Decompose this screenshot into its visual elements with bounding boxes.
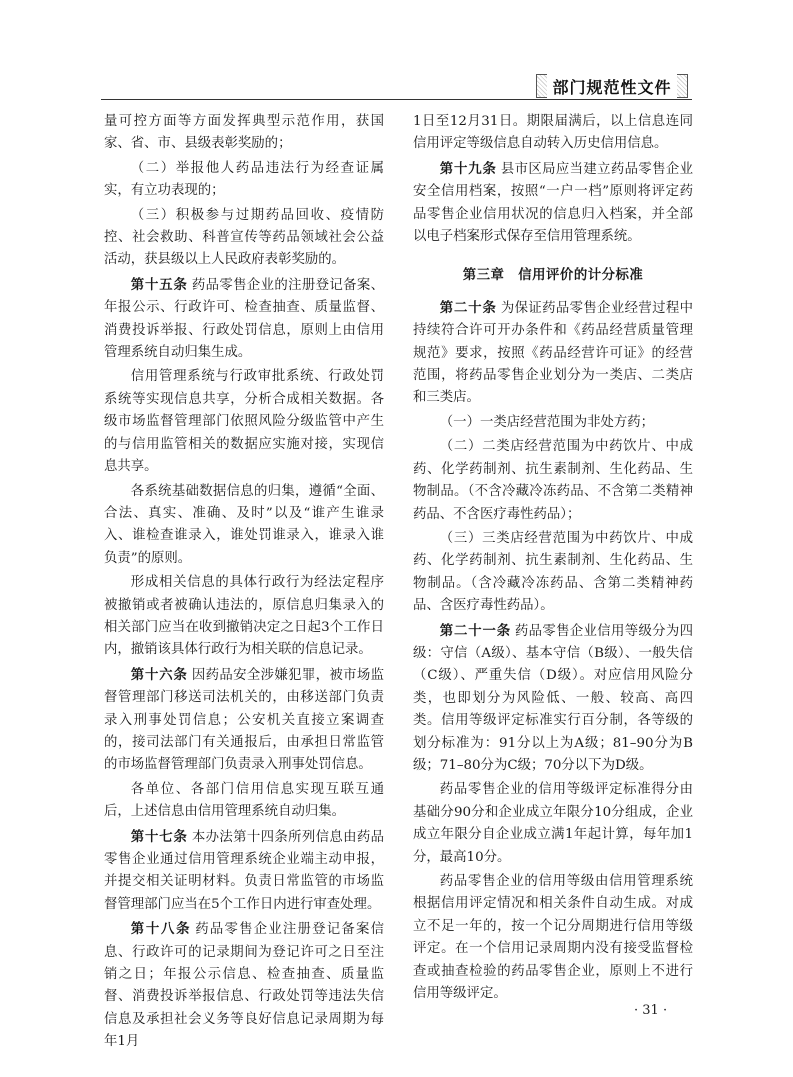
paragraph [104, 158, 384, 203]
paragraph [413, 412, 693, 434]
right-column [413, 111, 693, 1007]
paragraph-text: 形成相关信息的具体行政行为经法定程序被撤销或者被确认违法的，原信息归集录入的相关部门应当在收到撤销决定之日起3个工作日内，撤销该具体行政行为相关联的信息记录。 [104, 575, 384, 658]
paragraph [104, 205, 384, 272]
left-column [104, 111, 384, 1056]
paragraph [104, 111, 384, 156]
paragraph [104, 366, 384, 478]
paragraph-text: （一）一类店经营范围为非处方药； [439, 414, 655, 430]
paragraph [104, 664, 384, 777]
article-number: 第十八条 [130, 921, 192, 938]
paragraph-text: （二）举报他人药品违法行为经查证属实，有立功表现的； [104, 160, 384, 199]
paragraph [413, 528, 693, 618]
paragraph [104, 779, 384, 824]
paragraph-text: 药品零售企业的信用等级由信用管理系统根据信用评定情况和相关条件自动生成。对成立不足一年的，按一个记分周期进行信用等级评定。在一个信用记录周期内没有接受监督检查或抽查检验的药品零售企业，原则上不进行信用等级评定。 [413, 874, 693, 1002]
paragraph [104, 826, 384, 917]
paragraph-text: 药品零售企业的信用等级评定标准得分由基础分90分和企业成立年限分10分组成，企业成立年限分自企业成立满1年起计算，每年加1分，最高10分。 [413, 782, 693, 865]
paragraph-text: 1日至12月31日。期限届满后，以上信息连同信用评定等级信息自动转入历史信用信息。 [413, 114, 693, 152]
article-number: 第十七条 [130, 828, 188, 845]
right-column-upper [413, 111, 693, 248]
paragraph-text: 各系统基础数据信息的归集，遵循“全面、合法、真实、准确、及时”以及“谁产生谁录入、谁检查谁录入，谁处罚谁录入，谁录入谁负责”的原则。 [104, 483, 384, 566]
paragraph-text: 各单位、各部门信用信息实现互联互通后，上述信息由信用管理系统自动归集。 [104, 781, 384, 820]
article-number: 第十九条 [439, 160, 497, 177]
paragraph [104, 274, 384, 365]
paragraph-text: 信用管理系统与行政审批系统、行政处罚系统等实现信息共享，分析合成相关数据。各级市场监督管理部门依照风险分级监管中产生的与信用监管相关的数据应实施对接，实现信息共享。 [104, 369, 384, 475]
paragraph-text: 药品零售企业的注册登记备案、年报公示、行政许可、检查抽查、质量监督、消费投诉举报、行政处罚信息，原则上由信用管理系统自动归集生成。 [104, 277, 384, 361]
section-label: 部门规范性文件 [547, 74, 676, 99]
right-column-lower [413, 297, 693, 1006]
article-number: 第二十一条 [439, 622, 511, 639]
section-label-box [536, 74, 688, 98]
paragraph-text: （三）积极参与过期药品回收、疫情防控、社会救助、科普宣传等药品领域社会公益活动，获县级以上人民政府表彰奖励的。 [104, 207, 384, 268]
paragraph-text: 本办法第十四条所列信息由药品零售企业通过信用管理系统企业端主动申报，并提交相关证明材料。负责日常监管的市场监督管理部门应当在5个工作日内进行审查处理。 [104, 829, 384, 912]
paragraph [413, 871, 693, 1005]
paragraph-text: 因药品安全涉嫌犯罪，被市场监督管理部门移送司法机关的，由移送部门负责录入刑事处罚信息；公安机关直接立案调查的，接司法部门有关通报后，由承担日常监管的市场监督管理部门负责录入刑事处罚信息。 [104, 667, 384, 773]
paragraph [413, 436, 693, 526]
article-number: 第十六条 [130, 666, 188, 683]
article-number: 第十五条 [130, 276, 188, 293]
paragraph [104, 918, 384, 1053]
paragraph [413, 779, 693, 869]
paragraph [104, 481, 384, 571]
paragraph-text: （三）三类店经营范围为中药饮片、中成药、化学药制剂、抗生素制剂、生化药品、生物制品。（含冷藏冷冻药品、含第二类精神药品、含医疗毒性药品）。 [413, 530, 693, 614]
paragraph-text: 药品零售企业注册登记备案信息、行政许可的记录期间为登记许可之日至注销之日；年报公示信息、检查抽查、质量监督、消费投诉举报信息、行政处罚等违法失信信息及承担社会义务等良好信息记录周期为每年1月 [104, 922, 384, 1050]
article-number: 第二十条 [439, 299, 497, 316]
paragraph-text: 为保证药品零售企业经营过程中持续符合许可开办条件和《药品经营质量管理规范》要求，按照《药品经营许可证》的经营范围，将药品零售企业划分为一类店、二类店和三类店。 [413, 300, 693, 406]
paragraph-text: 量可控方面等方面发挥典型示范作用，获国家、省、市、县级表彰奖励的； [104, 114, 384, 152]
header-rule [101, 99, 692, 100]
paragraph [413, 158, 693, 249]
paragraph-text: 药品零售企业信用等级分为四级：守信（A级）、基本守信（B级）、一般失信（C级）、严重失信（D级）。对应信用风险分类，也即划分为风险低、一般、较高、高四类。信用等级评定标准实行百分制，各等级的划分标准为：91分以上为A级；81–90分为B级；71–80分为C级；70分以下为D级。 [413, 623, 694, 773]
page-number: · 31 · [634, 1003, 668, 1018]
paragraph [413, 620, 693, 778]
paragraph-text: （二）二类店经营范围为中药饮片、中成药、化学药制剂、抗生素制剂、生化药品、生物制品。（不含冷藏冷冻药品、不含第二类精神药品、不含医疗毒性药品）； [413, 439, 693, 522]
paragraph [413, 111, 693, 156]
paragraph-text: 县市区局应当建立药品零售企业安全信用档案，按照“一户一档”原则将评定药品零售企业信用状况的信息归入档案，并全部以电子档案形式保存至信用管理系统。 [413, 161, 693, 245]
paragraph [104, 572, 384, 662]
chapter-title: 第三章 信用评价的计分标准 [462, 267, 644, 284]
paragraph [413, 297, 693, 410]
